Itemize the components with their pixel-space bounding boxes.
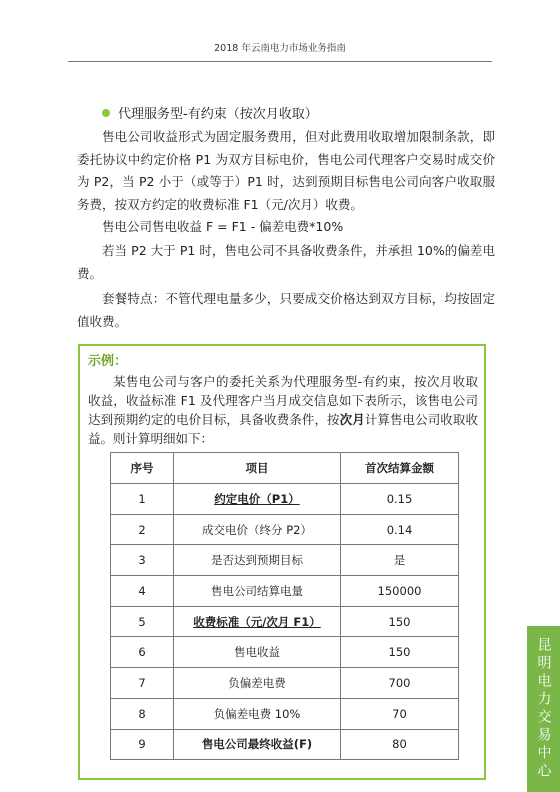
example-box (78, 344, 486, 780)
header-amount: 首次结算金额 (341, 453, 459, 484)
row-item: 负偏差电费 (174, 668, 341, 699)
header-divider (68, 61, 492, 62)
row-item: 是否达到预期目标 (174, 545, 341, 576)
paragraph-condition: 若当 P2 大于 P1 时，售电公司不具备收费条件，并承担 10%的偏差电费。 (77, 243, 495, 281)
row-number: 1 (111, 484, 174, 515)
row-number: 3 (111, 545, 174, 576)
table-row (111, 668, 459, 699)
table-row (111, 606, 459, 637)
header-item: 项目 (174, 453, 341, 484)
header-no: 序号 (111, 453, 174, 484)
row-number: 9 (111, 729, 174, 760)
row-item (174, 606, 341, 637)
row-number: 8 (111, 698, 174, 729)
table-header-row (111, 453, 459, 484)
paragraph-formula: 售电公司售电收益 F = F1 - 偏差电费*10% (102, 219, 344, 234)
row-item: 负偏差电费 10% (174, 698, 341, 729)
row-value: 0.14 (341, 514, 459, 545)
table-row (111, 484, 459, 515)
row-value: 700 (341, 668, 459, 699)
example-text (88, 372, 478, 448)
example-text-bold: 次月 (339, 412, 365, 427)
table-row (111, 576, 459, 607)
row-item (174, 484, 341, 515)
table-row (111, 545, 459, 576)
table-row (111, 514, 459, 545)
row-item (174, 729, 341, 760)
example-text-part1: 某售电公司与客户的委托关系为代理服务型-有约束，按次月收取收益，收益标准 F1 及代理客户当月成交信息如下表所示，该售电公司达到预期约定的电价目标，具备收费条件，按 (88, 374, 478, 427)
row-item: 成交电价（终分 P2） (174, 514, 341, 545)
section-heading-text: 代理服务型-有约束（按次月收取） (118, 107, 318, 122)
row-value: 80 (341, 729, 459, 760)
row-item-text: 约定电价（P1） (214, 491, 300, 506)
row-item: 售电公司结算电量 (174, 576, 341, 607)
row-number: 2 (111, 514, 174, 545)
row-value: 150 (341, 637, 459, 668)
section-heading (102, 103, 318, 122)
example-text-part2: 计算售电公司收取收益。则计算明细如下： (88, 412, 478, 446)
table-body (111, 484, 459, 760)
row-value: 0.15 (341, 484, 459, 515)
table-row (111, 729, 459, 760)
row-item: 售电收益 (174, 637, 341, 668)
row-value: 70 (341, 698, 459, 729)
bullet-icon (102, 109, 110, 117)
row-number: 4 (111, 576, 174, 607)
row-item-text: 收费标准（元/次月 F1） (193, 614, 321, 629)
example-label: 示例： (88, 354, 128, 369)
page-header-title: 2018 年云南电力市场业务指南 (214, 43, 346, 54)
row-value: 是 (341, 545, 459, 576)
side-tab (527, 626, 560, 792)
row-number: 6 (111, 637, 174, 668)
paragraph-feature: 套餐特点：不管代理电量多少，只要成交价格达到双方目标，均按固定值收费。 (77, 291, 495, 329)
row-item-text: 售电公司最终收益(F) (201, 737, 313, 752)
calculation-table (110, 452, 459, 760)
side-tab-text: 昆明电力交易中心 (535, 637, 552, 781)
table-row (111, 637, 459, 668)
table-row (111, 698, 459, 729)
row-value: 150 (341, 606, 459, 637)
row-number: 7 (111, 668, 174, 699)
row-value: 150000 (341, 576, 459, 607)
paragraph-description: 售电公司收益形式为固定服务费用，但对此费用收取增加限制条款，即委托协议中约定价格 P1 为双方目标电价，售电公司代理客户交易时成交价为 P2，当 P2 小于（或等于）P1 时，达到预期目标售电公司向客户收取服务费，按双方约定的收费标准 F1（元/次月）收费。 (77, 129, 495, 212)
row-number: 5 (111, 606, 174, 637)
